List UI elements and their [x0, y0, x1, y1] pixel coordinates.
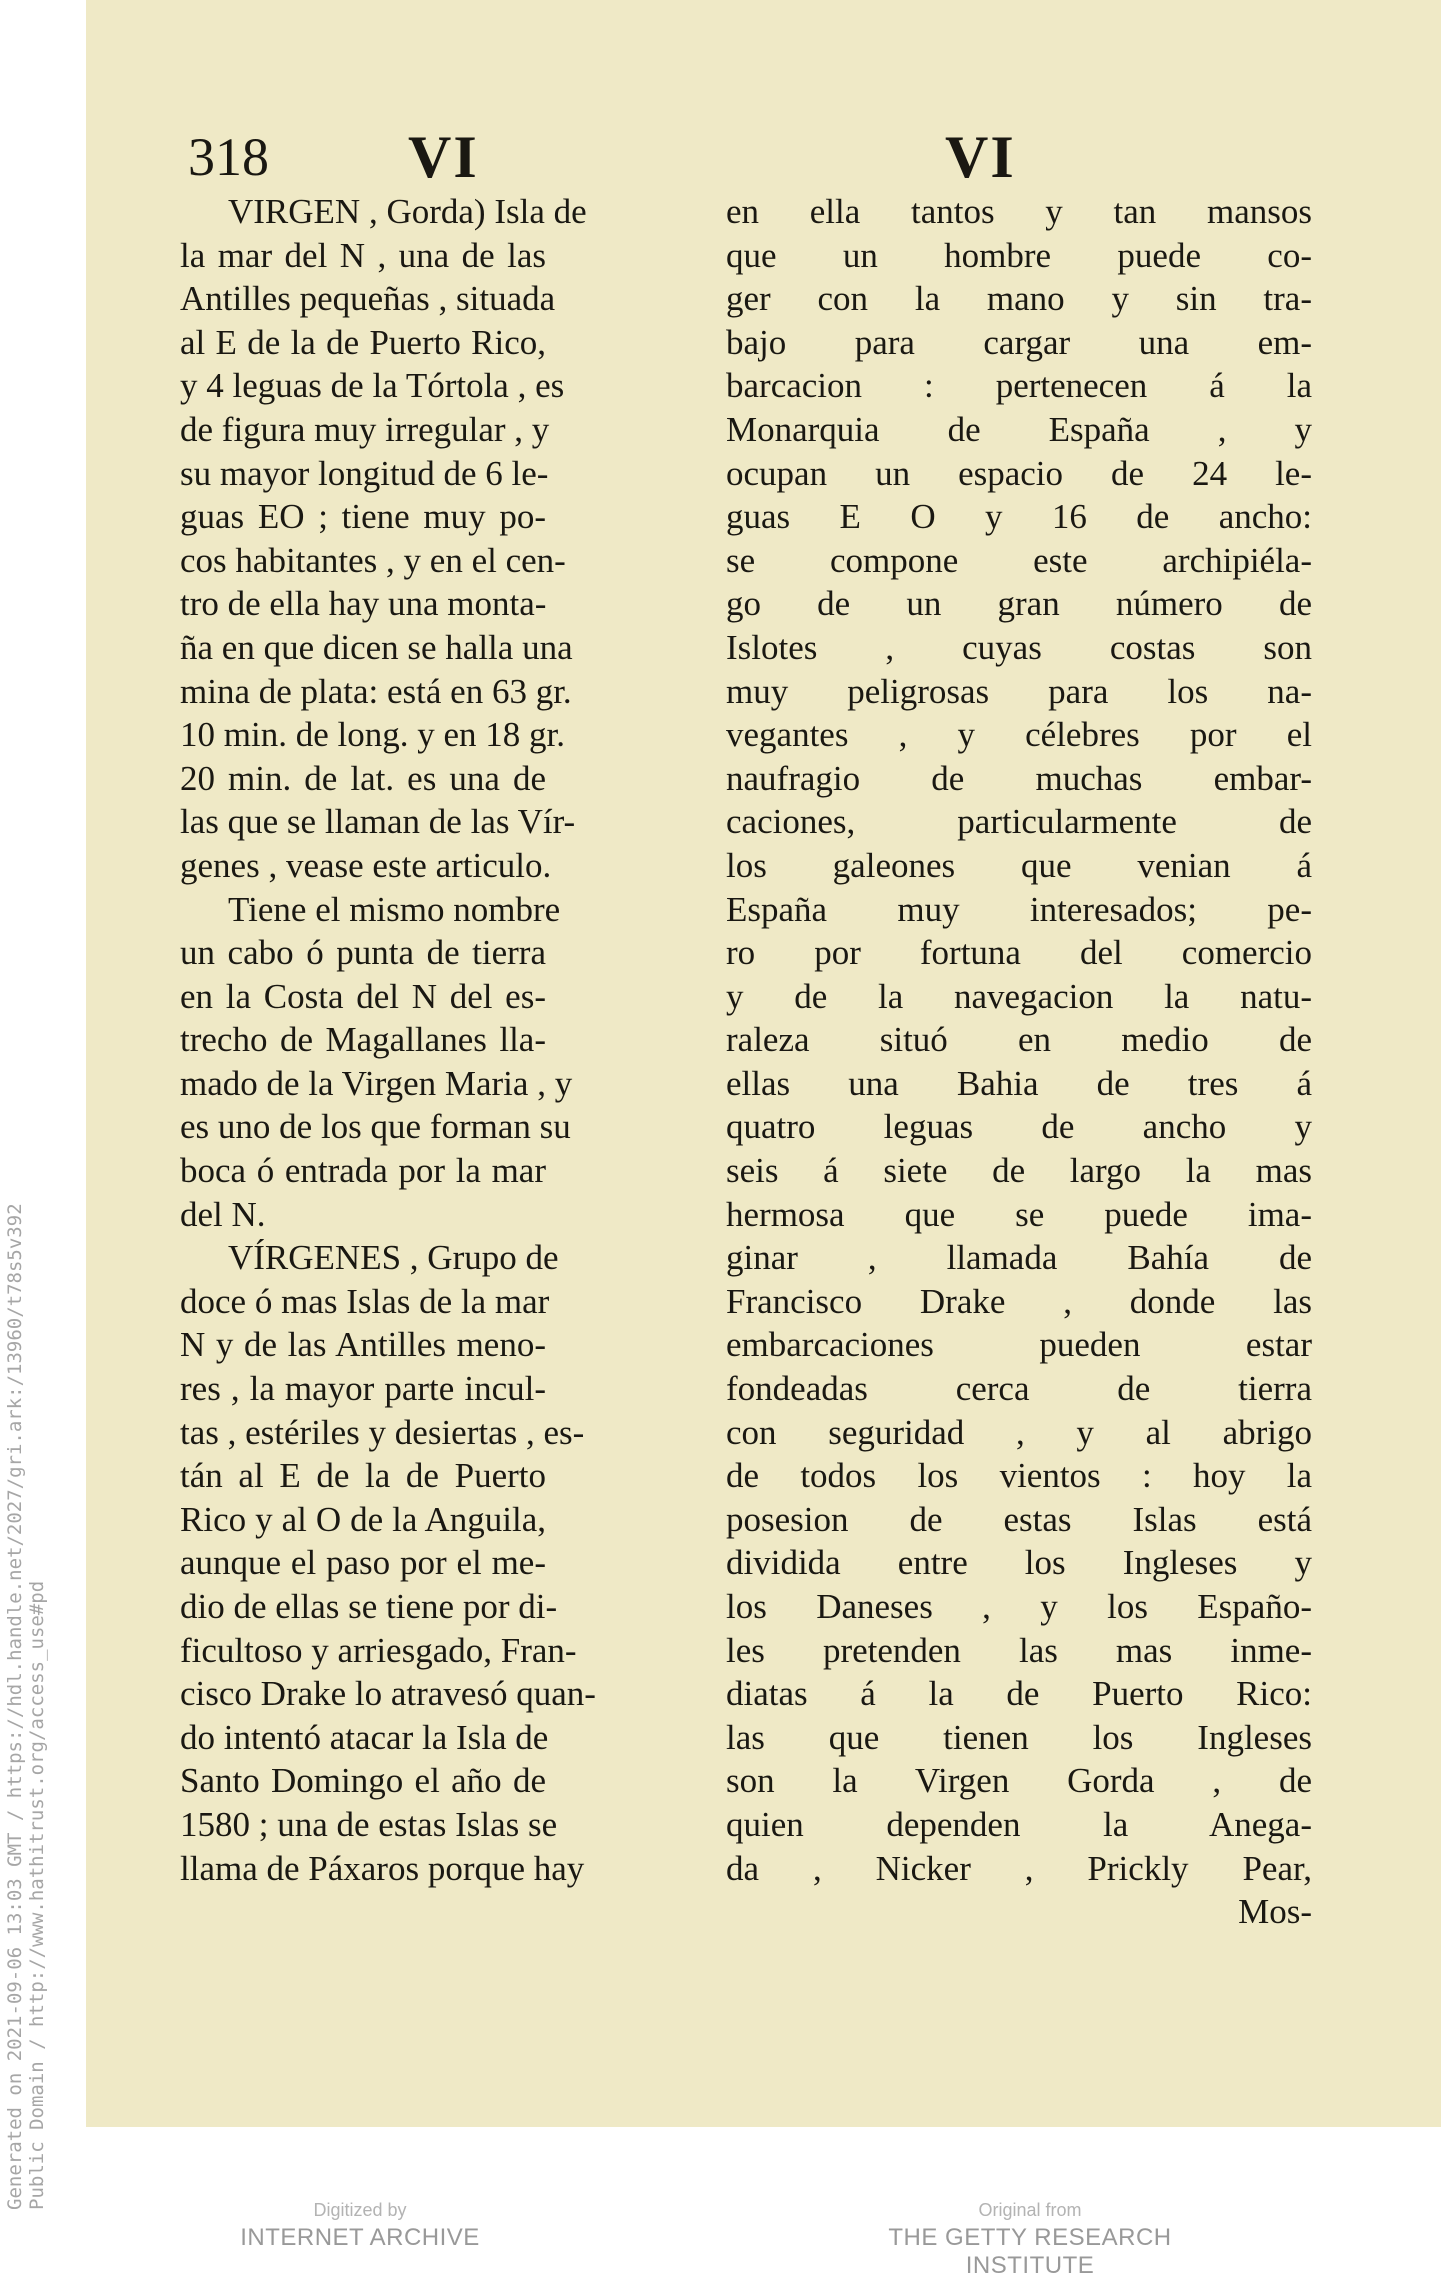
text-line: mina de plata: está en 63 gr.	[180, 671, 572, 711]
text-line: Monarquia de España , y	[726, 409, 1312, 449]
text-line: son la Virgen Gorda , de	[726, 1761, 1312, 1801]
text-line: fondeadas cerca de tierra	[726, 1369, 1312, 1409]
text-line: VIRGEN , Gorda) Isla de	[228, 192, 587, 231]
running-head-left: VI	[408, 124, 479, 190]
text-line: de figura muy irregular , y	[180, 409, 550, 449]
text-line: res , la mayor parte incul-	[180, 1369, 546, 1409]
text-line: llama de Páxaros porque hay	[180, 1848, 585, 1888]
text-line: Francisco Drake , donde las	[726, 1281, 1312, 1321]
text-line: genes , vease este articulo.	[180, 845, 552, 885]
text-line: dio de ellas se tiene por di-	[180, 1587, 558, 1626]
text-line: cos habitantes , y en el cen-	[180, 540, 566, 580]
text-line: 20 min. de lat. es una de	[180, 758, 546, 798]
text-line: tro de ella hay una monta-	[180, 584, 547, 624]
text-line: cisco Drake lo atravesó quan-	[180, 1674, 596, 1714]
text-line: y de la navegacion la natu-	[726, 976, 1312, 1016]
text-line: boca ó entrada por la mar	[180, 1151, 546, 1191]
page-number: 318	[188, 127, 269, 187]
text-line: 1580 ; una de estas Islas se	[180, 1804, 558, 1844]
text-line: vegantes , y célebres por el	[726, 715, 1312, 755]
text-line: los galeones que venian á	[726, 845, 1312, 885]
text-line: en la Costa del N del es-	[180, 976, 546, 1016]
text-line: seis á siete de largo la mas	[726, 1151, 1312, 1191]
text-line: en ella tantos y tan mansos	[726, 192, 1312, 231]
text-line: embarcaciones pueden estar	[726, 1325, 1312, 1365]
text-line: del N.	[180, 1194, 266, 1234]
source-institution-name: THE GETTY RESEARCH INSTITUTE	[888, 2224, 1172, 2279]
text-line: las que se llaman de las Vír-	[180, 802, 576, 842]
text-line: ña en que dicen se halla una	[180, 627, 573, 667]
text-line: da , Nicker , Prickly Pear,	[726, 1848, 1312, 1888]
text-line: un cabo ó punta de tierra	[180, 933, 546, 973]
text-line: su mayor longitud de 6 le-	[180, 453, 549, 493]
text-line: bajo para cargar una em-	[726, 322, 1312, 362]
text-line: posesion de estas Islas está	[726, 1499, 1312, 1539]
text-line: caciones, particularmente de	[726, 802, 1312, 842]
text-line: de todos los vientos : hoy la	[726, 1456, 1312, 1496]
text-line: tán al E de la de Puerto	[180, 1456, 546, 1496]
right-column	[726, 190, 1312, 1934]
text-line: barcacion : pertenecen á la	[726, 366, 1312, 406]
text-line: y 4 leguas de la Tórtola , es	[180, 366, 565, 406]
catchword: Mos-	[1238, 1892, 1312, 1932]
original-from-label: Original from	[978, 2200, 1082, 2220]
text-line: trecho de Magallanes lla-	[180, 1020, 546, 1060]
text-line: ficultoso y arriesgado, Fran-	[180, 1630, 577, 1670]
running-head-right: VI	[945, 124, 1016, 190]
text-line: 10 min. de long. y en 18 gr.	[180, 715, 565, 755]
text-line: mado de la Virgen Maria , y	[180, 1063, 573, 1103]
text-line: ger con la mano y sin tra-	[726, 279, 1312, 319]
text-line: go de un gran número de	[726, 584, 1312, 624]
text-line: los Daneses , y los Españo-	[726, 1587, 1312, 1626]
text-line: la mar del N , una de las	[180, 235, 546, 275]
text-line: raleza situó en medio de	[726, 1020, 1312, 1060]
access-stamp-line-2: Public Domain / http://www.hathitrust.org/access_use#pd	[26, 1580, 48, 2210]
text-line: les pretenden las mas inme-	[726, 1630, 1312, 1670]
text-line: guas EO ; tiene muy po-	[180, 497, 546, 537]
text-line: ginar , llamada Bahía de	[726, 1238, 1312, 1278]
text-line: muy peligrosas para los na-	[726, 671, 1312, 711]
text-line: aunque el paso por el me-	[180, 1543, 546, 1583]
left-column	[180, 190, 596, 1890]
text-line: es uno de los que forman su	[180, 1107, 571, 1147]
text-line: con seguridad , y al abrigo	[726, 1412, 1312, 1452]
text-line: VÍRGENES , Grupo de	[228, 1238, 559, 1278]
text-line: Antilles pequeñas , situada	[180, 279, 556, 319]
digitized-by-label: Digitized by	[313, 2200, 407, 2220]
text-line: se compone este archipiéla-	[726, 540, 1312, 580]
text-line: dividida entre los Ingleses y	[726, 1543, 1312, 1583]
text-line: ocupan un espacio de 24 le-	[726, 453, 1312, 493]
text-line: Santo Domingo el año de	[180, 1761, 546, 1801]
text-line: Islotes , cuyas costas son	[726, 627, 1312, 667]
access-stamp	[4, 1203, 48, 2210]
text-line: naufragio de muchas embar-	[726, 758, 1312, 798]
text-line: tas , estériles y desiertas , es-	[180, 1412, 585, 1452]
access-stamp-line-1: Generated on 2021-09-06 13:03 GMT / https://hdl.handle.net/2027/gri.ark:/13960/t78s5v392	[4, 1203, 26, 2210]
text-line: hermosa que se puede ima-	[726, 1194, 1312, 1234]
text-line: al E de la de Puerto Rico,	[180, 322, 546, 362]
text-line: quien dependen la Anega-	[726, 1804, 1312, 1844]
text-line: Rico y al O de la Anguila,	[180, 1499, 546, 1539]
text-line: España muy interesados; pe-	[726, 889, 1312, 929]
text-line: N y de las Antilles meno-	[180, 1325, 546, 1365]
text-line: las que tienen los Ingleses	[726, 1717, 1312, 1757]
text-line: Tiene el mismo nombre	[228, 889, 561, 929]
text-line: do intentó atacar la Isla de	[180, 1717, 549, 1757]
text-line: doce ó mas Islas de la mar	[180, 1281, 550, 1321]
text-line: que un hombre puede co-	[726, 235, 1312, 275]
digitizer-name: INTERNET ARCHIVE	[240, 2224, 480, 2251]
text-line: quatro leguas de ancho y	[726, 1107, 1312, 1147]
text-line: diatas á la de Puerto Rico:	[726, 1674, 1312, 1714]
text-line: ellas una Bahia de tres á	[726, 1063, 1312, 1103]
text-line: guas E O y 16 de ancho:	[726, 497, 1312, 537]
text-line: ro por fortuna del comercio	[726, 933, 1312, 973]
